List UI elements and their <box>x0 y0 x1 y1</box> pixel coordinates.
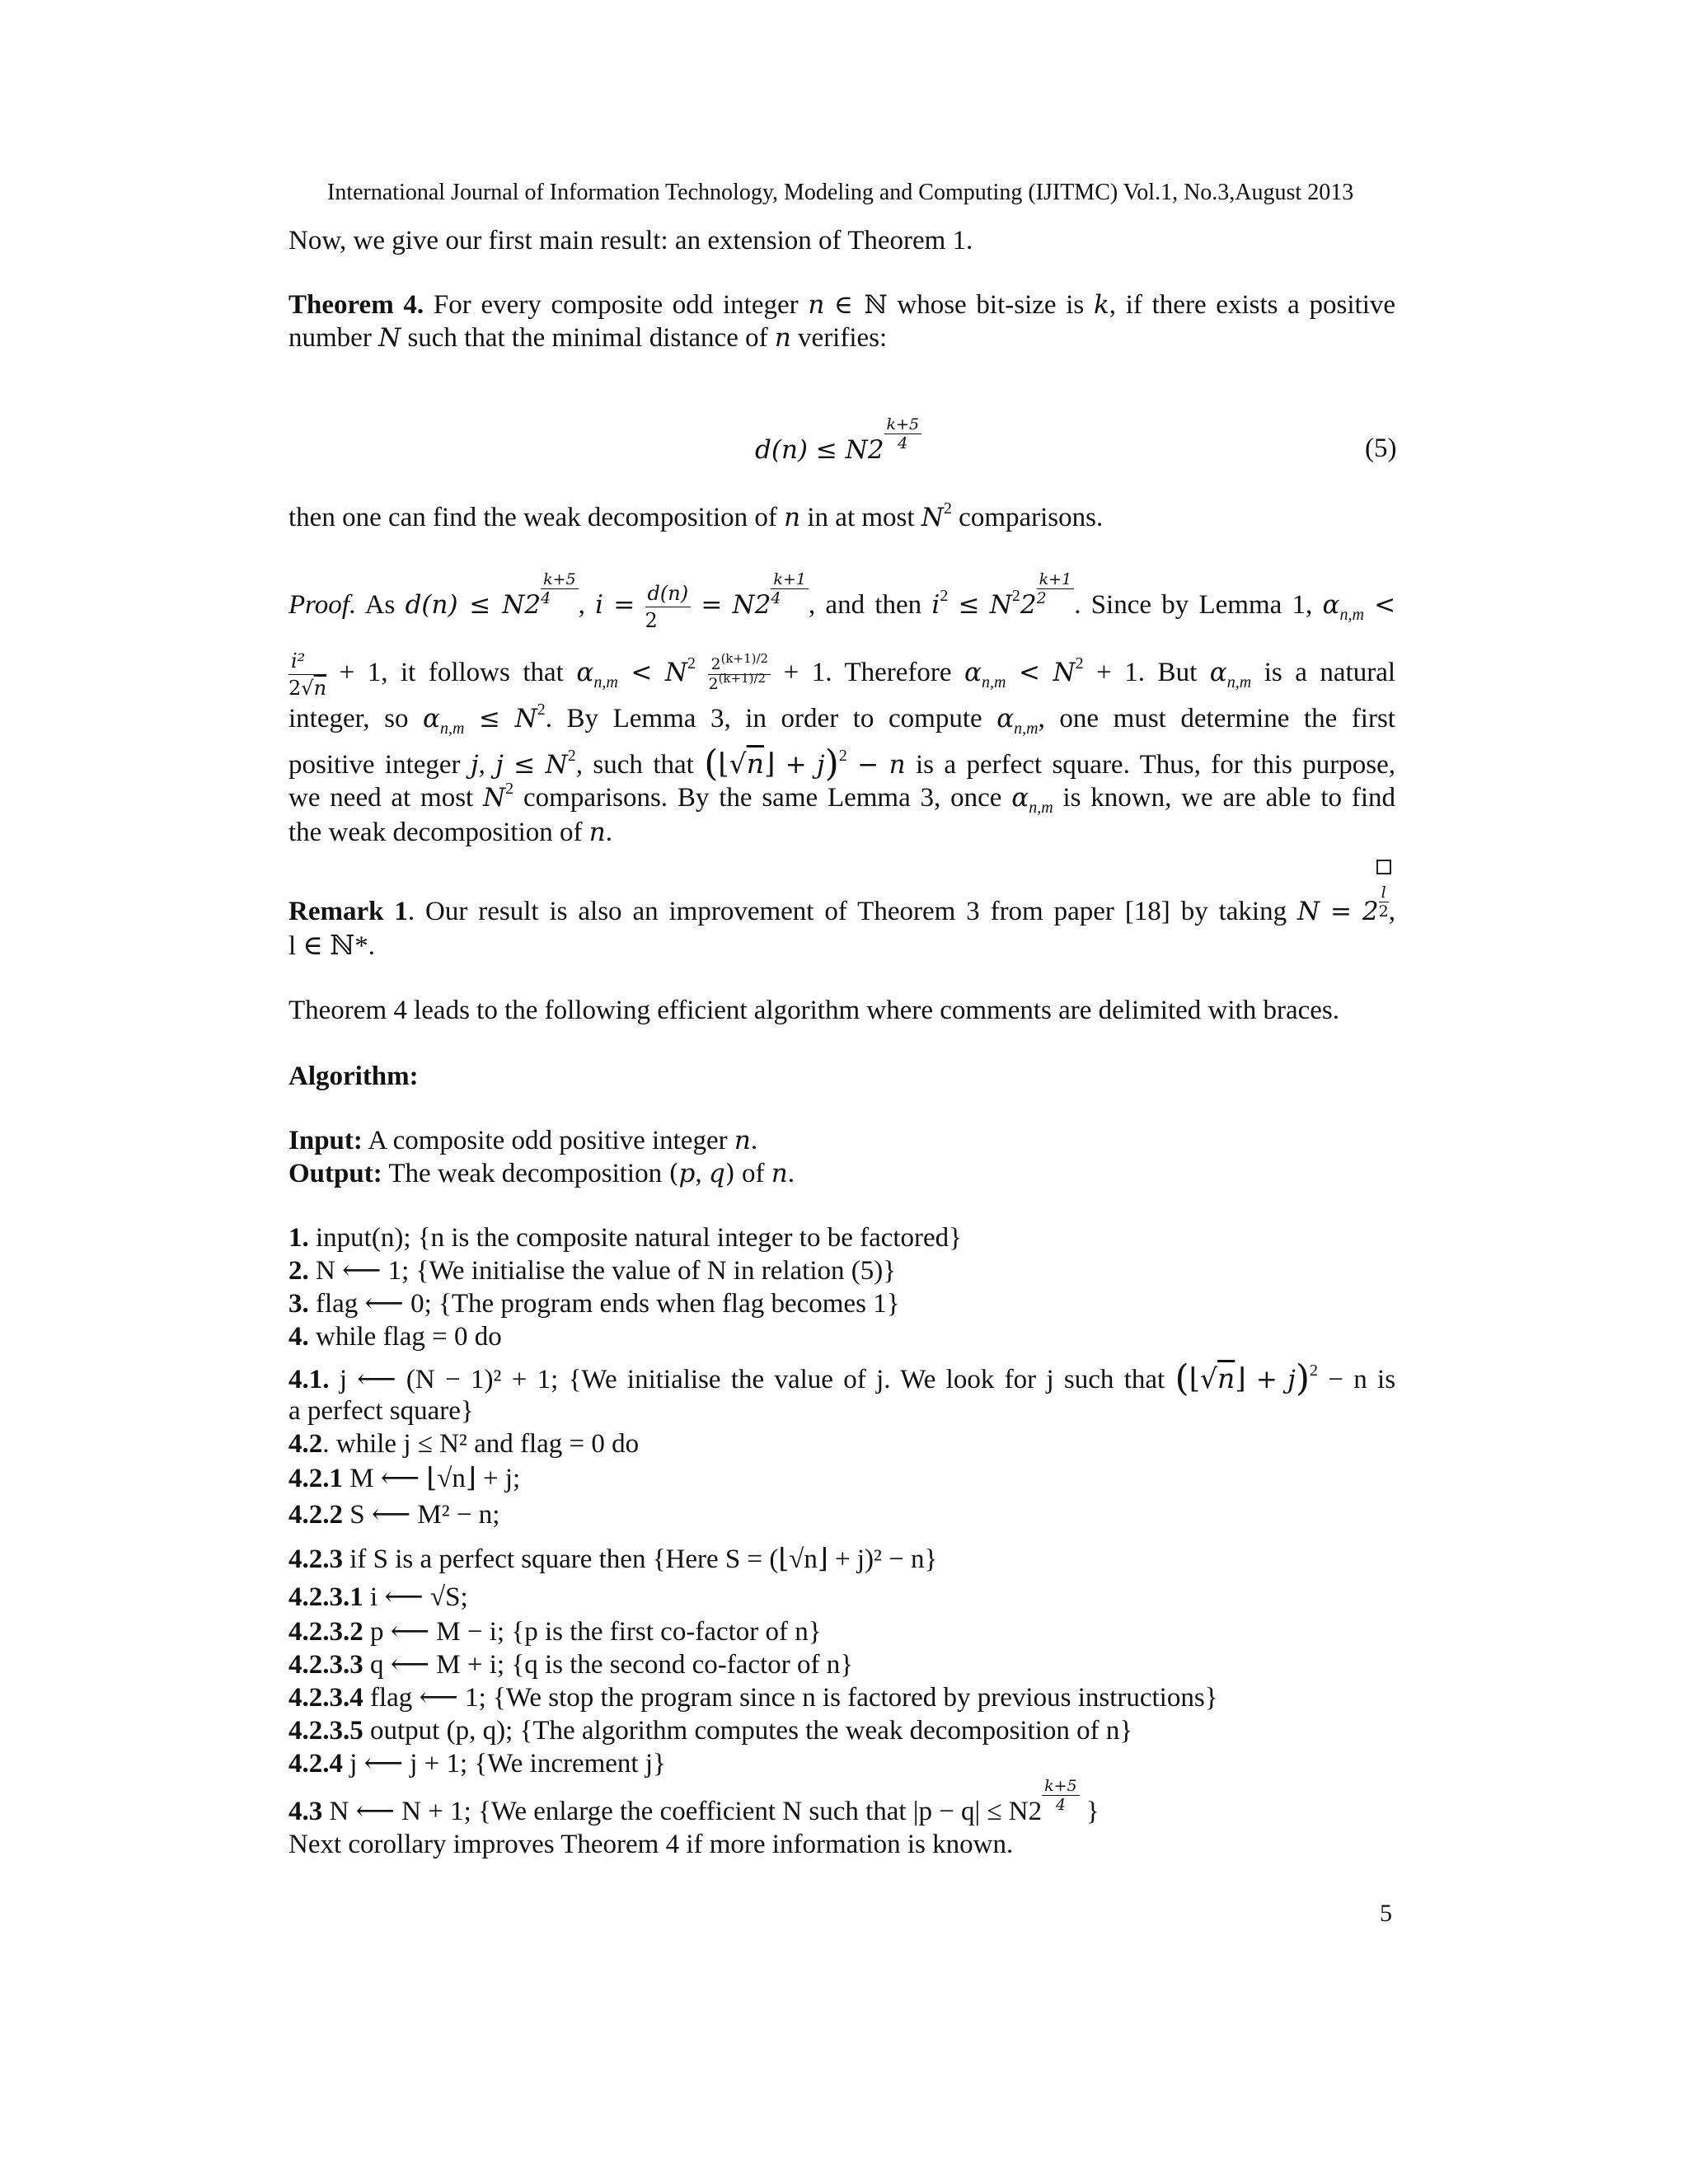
algorithm-input: Input: A composite odd positive integer n. <box>288 1126 758 1155</box>
closing-sentence: Next corollary improves Theorem 4 if more information is known. <box>288 1830 1014 1859</box>
algorithm-step: 4.2.3.2 p ⟵ M − i; {p is the first co-factor of n} <box>288 1617 822 1647</box>
equation-5: d(n) ≤ N2 $\frac{k+5}{4}$ <box>755 434 921 471</box>
algorithm-step: 4.2. while j ≤ N² and flag = 0 do <box>288 1429 640 1459</box>
proof-line-3: integer, so $\alpha_{n,m} \le N^2$. By Lemma 3, in order to compute $\alpha_{n,m}$, one must determine the first <box>288 701 1395 738</box>
algorithm-step: 3. flag ⟵ 0; {The program ends when flag becomes 1} <box>288 1289 900 1319</box>
lead-sentence: Theorem 4 leads to the following efficient algorithm where comments are delimited with braces. <box>288 996 1339 1025</box>
remark-line-2: l ∈ ℕ*. <box>288 931 376 961</box>
qed-square-icon <box>1376 860 1391 874</box>
running-header: International Journal of Information Technology, Modeling and Computing (IJITMC) Vol.1, No.3,August 2013 <box>327 180 1354 205</box>
algorithm-step: 4.2.2 S ⟵ M² − n; <box>288 1500 500 1530</box>
algorithm-step: a perfect square} <box>288 1396 474 1426</box>
proof-line-2: $\frac{\text{i²}}{2√n}$ + 1, it follows that $\alpha_{n,m} < N^2$ $\frac{2^{(k+1)/2}}{2^{(k+1)/2}}$ + 1. Therefore $\alpha_{n,m} < N^2 + 1$. But $\alpha_{n,m}$ is a natural <box>288 649 1396 700</box>
algorithm-step: 4.2.4 j ⟵ j + 1; {We increment j} <box>288 1749 666 1779</box>
theorem-text: For every composite odd integer <box>433 290 799 320</box>
algorithm-output: Output: The weak decomposition (p, q) of n. <box>288 1159 795 1188</box>
proof-label: Proof. <box>288 590 357 621</box>
proof-line-6: the weak decomposition of n. <box>288 818 612 847</box>
equation-lhs: d(n) ≤ N2 <box>755 435 884 466</box>
algorithm-step: 4.2.3.4 flag ⟵ 1; {We stop the program since n is factored by previous instructions} <box>288 1683 1218 1713</box>
algorithm-step: 4. while flag = 0 do <box>288 1322 502 1352</box>
algorithm-step: 4.2.3.5 output (p, q); {The algorithm computes the weak decomposition of n} <box>288 1716 1133 1746</box>
intro-sentence: Now, we give our first main result: an extension of Theorem 1. <box>288 226 973 255</box>
algorithm-step: 4.2.1 M ⟵ ⌊√n⌋ + j; <box>288 1464 521 1493</box>
proof-line-1: Proof. As d(n) ≤ N2 $\frac{k+5}{4}$ , i = $\frac{d(n)}{2}$ = N2 $\frac{k+1}{4}$ , and then $i^2 \le N^22$ $\frac{k+1}{2}$ . Since by Lemma 1, $\alpha_{n,m}$ < <box>288 570 1396 632</box>
equation-number: (5) <box>1365 434 1397 463</box>
page-number: 5 <box>1380 1900 1392 1927</box>
proof-line-4: positive integer j, $j \le N^2$, such that (⌊√n⌋ + j)$^2$ − n is a perfect square. Thus, for this purpose, <box>288 743 1395 785</box>
algorithm-step: 4.2.3 if S is a perfect square then {Here S = (⌊√n⌋ + j)² − n} <box>288 1544 938 1574</box>
theorem-conclusion: then one can find the weak decomposition of n in at most $N^2$ comparisons. <box>288 499 1104 532</box>
proof-line-5: we need at most $N^2$ comparisons. By the same Lemma 3, once $\alpha_{n,m}$ is known, we are able to find <box>288 780 1396 817</box>
remark-line-1: Remark 1. Our result is also an improvement of Theorem 3 from paper [18] by taking N = 2 $\frac{l}{2}$ , <box>288 883 1395 927</box>
theorem-line-2: number N such that the minimal distance of n verifies: <box>288 323 888 353</box>
algorithm-step: 1. input(n); {n is the composite natural integer to be factored} <box>288 1223 963 1253</box>
algorithm-step: 2. N ⟵ 1; {We initialise the value of N in relation (5)} <box>288 1256 897 1286</box>
algorithm-step: 4.1. j ⟵ (N − 1)² + 1; {We initialise the value of j. We look for j such that (⌊√n⌋ + j)$^2$ − n is <box>288 1357 1396 1399</box>
theorem-label: Theorem 4. <box>288 290 424 320</box>
theorem-line-1: Theorem 4. For every composite odd integer n ∈ ℕ whose bit-size is k, if there exists a positive <box>288 290 1396 320</box>
remark-label: Remark 1 <box>288 897 408 927</box>
algorithm-step: 4.2.3.1 i ⟵ √S; <box>288 1582 468 1612</box>
algorithm-step: 4.2.3.3 q ⟵ M + i; {q is the second co-factor of n} <box>288 1650 854 1680</box>
algorithm-title: Algorithm: <box>288 1062 419 1091</box>
algorithm-step: 4.3 N ⟵ N + 1; {We enlarge the coefficient N such that |p − q| ≤ N2 $\frac{k+5}{4}$ } <box>288 1777 1100 1827</box>
